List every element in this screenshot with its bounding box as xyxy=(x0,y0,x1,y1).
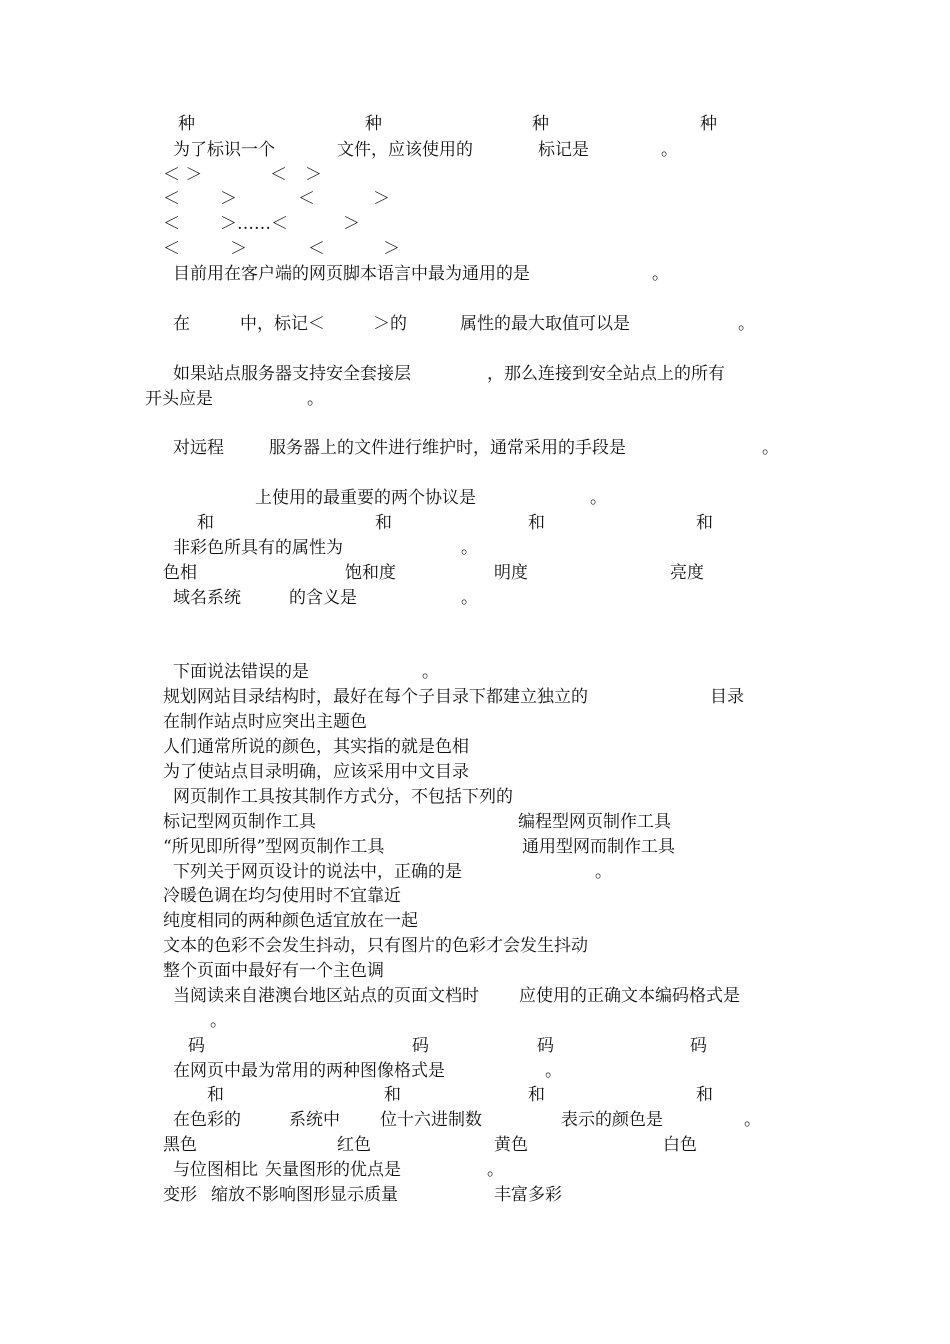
text-run: 变形 xyxy=(163,1185,197,1205)
text-run: 和 xyxy=(696,513,713,533)
text-run: 矢量图形的优点是 xyxy=(265,1160,401,1180)
text-run: 丰富多彩 xyxy=(494,1185,562,1205)
text-run: 上使用的最重要的两个协议是 xyxy=(255,488,476,508)
text-run: 。 xyxy=(744,1110,761,1130)
text-run: 位十六进制数 xyxy=(380,1110,482,1130)
text-run: 应使用的正确文本编码格式是 xyxy=(519,986,740,1006)
text-run: ＞……＜ xyxy=(220,214,288,234)
text-run: 冷暖色调在均匀使用时不宜靠近 xyxy=(163,886,401,906)
text-run: ＜ xyxy=(308,239,325,259)
text-run: 码 xyxy=(188,1036,205,1056)
text-run: 在网页中最为常用的两种图像格式是 xyxy=(173,1061,445,1081)
text-run: 黄色 xyxy=(494,1135,528,1155)
text-run: ＜ xyxy=(163,239,180,259)
text-run: 在色彩的 xyxy=(173,1110,241,1130)
text-run: 人们通常所说的颜色，其实指的就是色相 xyxy=(163,737,469,757)
text-run: 种 xyxy=(700,114,717,134)
text-run: 。 xyxy=(210,1011,227,1031)
text-run: 编程型网页制作工具 xyxy=(518,812,671,832)
text-run: 对远程 xyxy=(173,438,224,458)
text-run: 。 xyxy=(590,488,607,508)
text-run: ＞ xyxy=(305,165,322,185)
text-run: 属性的最大取值可以是 xyxy=(460,314,630,334)
text-run: 。 xyxy=(422,662,439,682)
text-run: 域名系统 xyxy=(173,588,241,608)
text-run: ＞ xyxy=(220,189,237,209)
text-run: 。 xyxy=(595,862,612,882)
text-run: ，那么连接到安全站点上的所有 xyxy=(487,364,725,384)
text-run: 白色 xyxy=(663,1135,697,1155)
text-run: 的含义是 xyxy=(289,588,357,608)
text-run: ＞ xyxy=(383,239,400,259)
text-run: 和 xyxy=(528,513,545,533)
text-run: 开头应是 xyxy=(145,389,213,409)
text-run: 和 xyxy=(375,513,392,533)
text-run: 种 xyxy=(532,114,549,134)
text-run: 色相 xyxy=(163,563,197,583)
text-run: 规划网站目录结构时，最好在每个子目录下都建立独立的 xyxy=(163,687,588,707)
text-run: 表示的颜色是 xyxy=(561,1110,663,1130)
text-run: 网页制作工具按其制作方式分，不包括下列的 xyxy=(173,787,513,807)
text-run: ＜ ＞ xyxy=(163,165,203,185)
text-run: 。 xyxy=(738,314,755,334)
text-run: 为了标识一个 xyxy=(173,140,275,160)
text-run: 当阅读来自港澳台地区站点的页面文档时 xyxy=(173,986,479,1006)
text-run: 系统中 xyxy=(289,1110,340,1130)
text-run: 在 xyxy=(173,314,190,334)
text-run: ＞的 xyxy=(373,314,407,334)
text-run: 纯度相同的两种颜色适宜放在一起 xyxy=(163,911,418,931)
text-run: ＞ xyxy=(343,214,360,234)
text-run: “所见即所得”型网页制作工具 xyxy=(163,837,385,857)
text-run: 和 xyxy=(384,1085,401,1105)
text-run: 。 xyxy=(661,140,678,160)
text-run: ＞ xyxy=(230,239,247,259)
text-run: 目录 xyxy=(710,687,744,707)
text-run: 标记是 xyxy=(538,140,589,160)
text-run: 。 xyxy=(762,438,779,458)
text-run: 为了使站点目录明确，应该采用中文目录 xyxy=(163,762,469,782)
text-run: 标记型网页制作工具 xyxy=(163,812,316,832)
text-run: 码 xyxy=(537,1036,554,1056)
text-run: 亮度 xyxy=(670,563,704,583)
text-run: 与位图相比 xyxy=(173,1160,258,1180)
text-run: 。 xyxy=(545,1061,562,1081)
text-run: ＞ xyxy=(373,189,390,209)
text-run: ＜ xyxy=(163,189,180,209)
text-run: 。 xyxy=(461,588,478,608)
text-run: 饱和度 xyxy=(345,563,396,583)
text-run: 和 xyxy=(197,513,214,533)
text-run: ＜ xyxy=(163,214,180,234)
text-run: 下面说法错误的是 xyxy=(173,662,309,682)
text-run: 在制作站点时应突出主题色 xyxy=(163,712,367,732)
text-run: 和 xyxy=(696,1085,713,1105)
text-run: 。 xyxy=(307,389,324,409)
text-run: 如果站点服务器支持安全套接层 xyxy=(173,364,411,384)
text-run: 红色 xyxy=(337,1135,371,1155)
text-run: 整个页面中最好有一个主色调 xyxy=(163,961,384,981)
text-run: 黑色 xyxy=(163,1135,197,1155)
text-run: ＜ xyxy=(270,165,287,185)
text-run: 码 xyxy=(690,1036,707,1056)
text-run: 种 xyxy=(365,114,382,134)
text-run: 目前用在客户端的网页脚本语言中最为通用的是 xyxy=(173,264,530,284)
text-run: ＜ xyxy=(298,189,315,209)
text-run: 和 xyxy=(207,1085,224,1105)
text-run: 文件，应该使用的 xyxy=(337,140,473,160)
text-run: 服务器上的文件进行维护时，通常采用的手段是 xyxy=(269,438,626,458)
text-run: 非彩色所具有的属性为 xyxy=(173,538,343,558)
text-run: 通用型网而制作工具 xyxy=(522,837,675,857)
text-run: 缩放不影响图形显示质量 xyxy=(211,1185,398,1205)
text-run: 明度 xyxy=(494,563,528,583)
text-run: 。 xyxy=(461,538,478,558)
text-run: 种 xyxy=(178,114,195,134)
text-run: 码 xyxy=(412,1036,429,1056)
text-run: 中，标记＜ xyxy=(240,314,325,334)
text-run: 下列关于网页设计的说法中，正确的是 xyxy=(173,862,462,882)
text-run: 。 xyxy=(487,1160,504,1180)
text-run: 。 xyxy=(652,264,669,284)
text-run: 和 xyxy=(528,1085,545,1105)
text-run: 文本的色彩不会发生抖动，只有图片的色彩才会发生抖动 xyxy=(163,936,588,956)
